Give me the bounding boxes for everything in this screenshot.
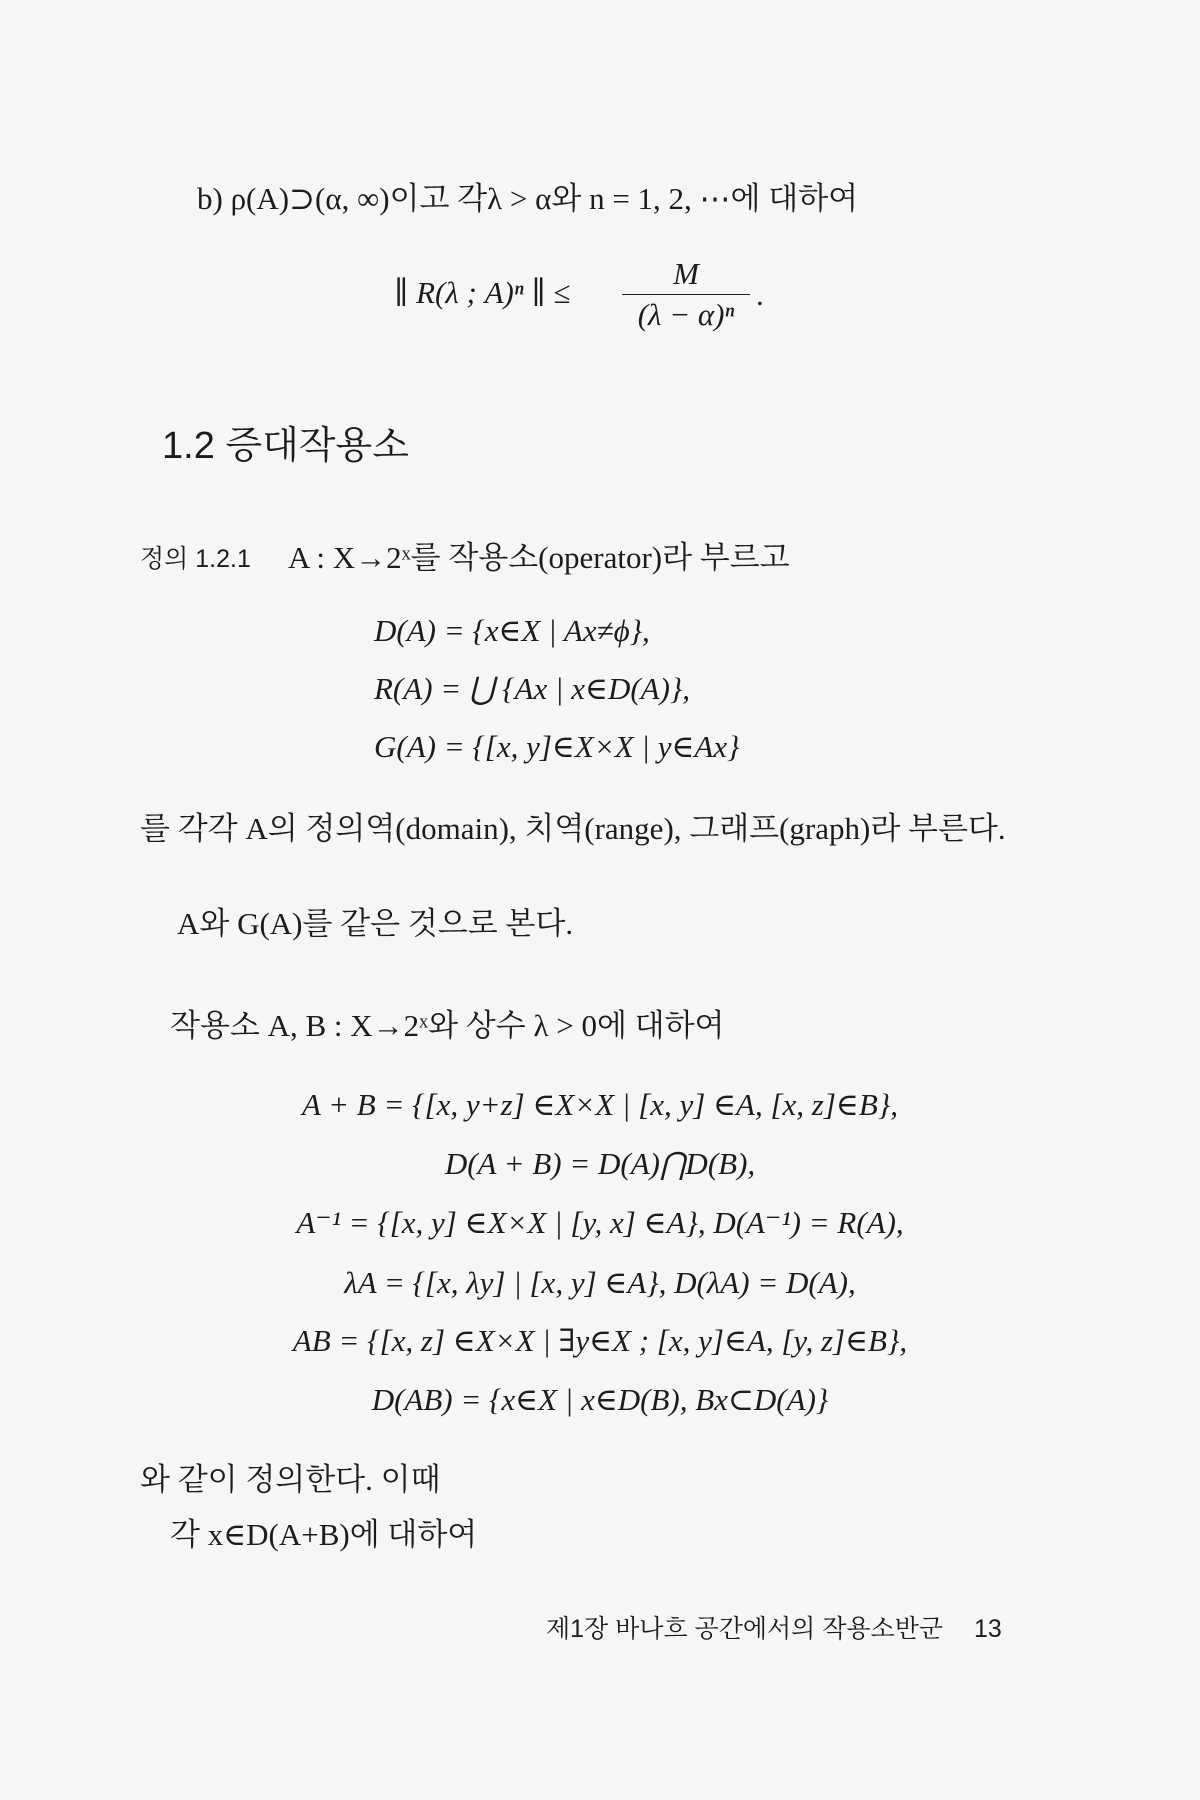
- operations-intro: 작용소 A, B : X→2ˣ와 상수 λ > 0에 대하여: [170, 1008, 725, 1043]
- fraction-bar: [622, 294, 750, 295]
- footer-chapter-title: 제1장 바나흐 공간에서의 작용소반군: [546, 1615, 943, 1643]
- graph-definition: G(A) = {[x, y]∈X×X | y∈Ax}: [374, 729, 740, 764]
- definition-identification: A와 G(A)를 같은 것으로 본다.: [177, 906, 574, 941]
- scalar-multiple-definition: λA = {[x, λy] | [x, y] ∈A}, D(λA) = D(A),: [344, 1265, 856, 1300]
- footer-page-number: 13: [974, 1615, 1002, 1643]
- sum-definition: A + B = {[x, y+z] ∈X×X | [x, y] ∈A, [x, z]∈B},: [302, 1087, 898, 1122]
- section-heading: 1.2 증대작용소: [162, 425, 409, 467]
- inequality-lhs: ∥ R(λ ; A)ⁿ ∥ ≤: [394, 275, 571, 310]
- item-b-text: b) ρ(A)⊃(α, ∞)이고 각λ > α와 n = 1, 2, ⋯에 대하여: [197, 181, 859, 216]
- fraction-numerator: M: [673, 256, 699, 291]
- fraction-denominator: (λ − α)ⁿ: [637, 297, 735, 332]
- operations-closing: 와 같이 정의한다. 이때: [140, 1462, 441, 1497]
- definition-naming: 를 각각 A의 정의역(domain), 치역(range), 그래프(graph)라 부른다.: [140, 811, 1006, 846]
- inequality-period: .: [756, 277, 764, 312]
- definition-number: 정의 1.2.1: [140, 545, 251, 573]
- range-definition: R(A) = ⋃ {Ax | x∈D(A)},: [374, 671, 691, 706]
- product-domain: D(AB) = {x∈X | x∈D(B), Bx⊂D(A)}: [371, 1382, 829, 1417]
- sum-domain: D(A + B) = D(A)⋂D(B),: [444, 1146, 756, 1181]
- domain-definition: D(A) = {x∈X | Ax≠ϕ},: [374, 613, 650, 648]
- operations-for-each: 각 x∈D(A+B)에 대하여: [170, 1517, 478, 1552]
- inverse-definition: A⁻¹ = {[x, y] ∈X×X | [y, x] ∈A}, D(A⁻¹) = R(A),: [296, 1205, 904, 1240]
- definition-intro: A : X→2ˣ를 작용소(operator)라 부르고: [288, 540, 790, 575]
- product-definition: AB = {[x, z] ∈X×X | ∃y∈X ; [x, y]∈A, [y, z]∈B},: [292, 1323, 908, 1358]
- inequality-fraction: [622, 256, 750, 333]
